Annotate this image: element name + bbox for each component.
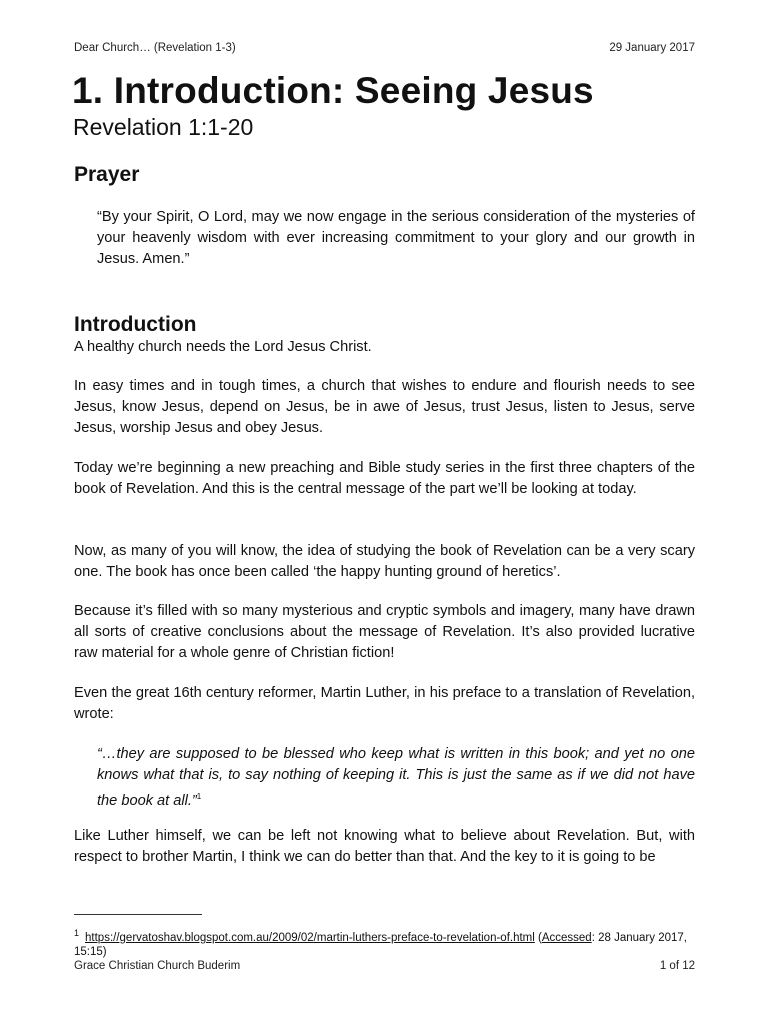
prayer-heading: Prayer — [74, 163, 140, 186]
footer-church-name: Grace Christian Church Buderim — [74, 960, 241, 972]
footnote-link[interactable]: https://gervatoshav.blogspot.com.au/2009/02/martin-luthers-preface-to-revelation-of.html — [85, 931, 535, 944]
introduction-heading: Introduction — [74, 313, 197, 336]
footnote-reference[interactable]: 1 — [196, 792, 202, 801]
paragraph: Now, as many of you will know, the idea of studying the book of Revelation can be a very scary one. The book has once been called ‘the happy hunting ground of heretics’. — [74, 543, 695, 580]
paragraph: In easy times and in tough times, a church that wishes to endure and flourish needs to see Jesus, know Jesus, depend on Jesus, be in awe of Jesus, trust Jesus, listen to Jesus, serve Jesus, worship Jesus and obey Jesus. — [74, 378, 695, 436]
footnote-accessed-date: : 28 January 2017, 15:15) — [74, 931, 687, 958]
page-subtitle: Revelation 1:1-20 — [73, 114, 254, 140]
running-footer — [74, 960, 695, 972]
footnote-number: 1 — [74, 928, 80, 938]
luther-quote-text: “…they are supposed to be blessed who keep what is written in this book; and yet no one knows what that is, to say nothing of keeping it. This is just the same as if we did not have the book at all.” — [97, 746, 695, 809]
header-date: 29 January 2017 — [609, 42, 695, 54]
footnote-divider — [74, 914, 202, 915]
prayer-text: “By your Spirit, O Lord, may we now engage in the serious consideration of the mysteries of your heavenly wisdom with ever increasing commitment to your glory and our growth in Jesus. Amen.” — [97, 209, 695, 267]
paragraph: Today we’re beginning a new preaching and Bible study series in the first three chapters of the book of Revelation. And this is the central message of the part we’ll be looking at today. — [74, 460, 695, 497]
paragraph: Like Luther himself, we can be left not knowing what to believe about Revelation. But, with respect to brother Martin, I think we can do better than that. And the key to it is going to be — [74, 828, 695, 865]
footnote-accessed-label: Accessed — [541, 931, 592, 944]
running-header — [74, 42, 695, 54]
footnote-open-paren: ( — [534, 931, 542, 944]
footnote — [74, 926, 696, 959]
page-title: 1. Introduction: Seeing Jesus — [72, 70, 594, 111]
paragraph: Even the great 16th century reformer, Martin Luther, in his preface to a translation of Revelation, wrote: — [74, 685, 695, 722]
paragraph: A healthy church needs the Lord Jesus Christ. — [74, 339, 372, 355]
header-series-title: Dear Church… (Revelation 1-3) — [74, 42, 236, 54]
luther-quote — [97, 744, 695, 812]
paragraph: Because it’s filled with so many mysterious and cryptic symbols and imagery, many have drawn all sorts of creative conclusions about the message of Revelation. It’s also provided lucrative raw material for a whole genre of Christian fiction! — [74, 603, 695, 661]
page-number: 1 of 12 — [659, 960, 695, 972]
